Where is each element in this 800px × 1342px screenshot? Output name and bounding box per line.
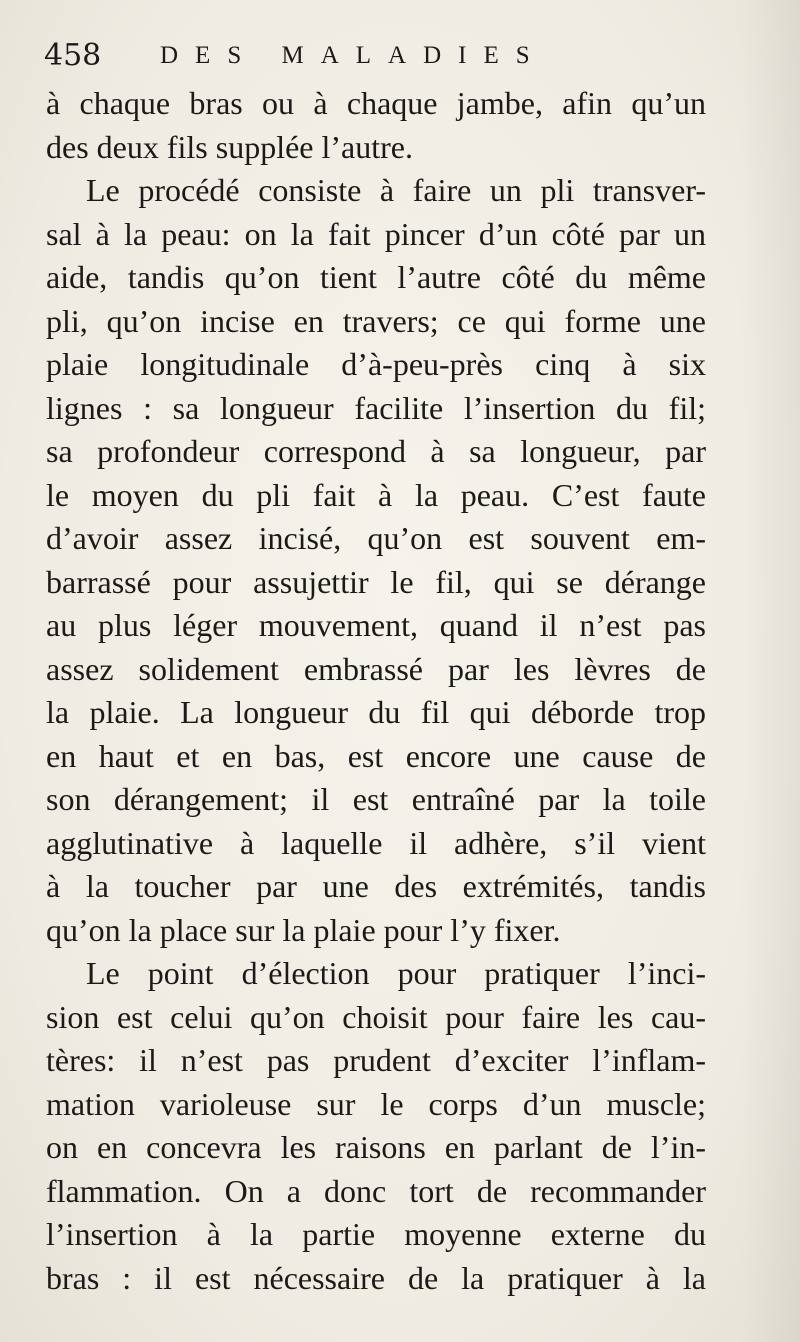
text-line: l’insertion à la partie moyenne externe du bbox=[46, 1216, 706, 1252]
text-line: des deux fils supplée l’autre. bbox=[46, 128, 413, 165]
page-header bbox=[44, 38, 764, 88]
text-line: qu’on la place sur la plaie pour l’y fixer. bbox=[46, 911, 561, 948]
text-line: barrassé pour assujettir le fil, qui se dérange bbox=[46, 563, 706, 600]
text-line: en haut et en bas, est encore une cause de bbox=[46, 737, 706, 774]
text-line: d’avoir assez incisé, qu’on est souvent em- bbox=[46, 520, 706, 556]
text-line: mation varioleuse sur le corps d’un muscle; bbox=[46, 1085, 706, 1122]
text-line: aide, tandis qu’on tient l’autre côté du même bbox=[46, 259, 706, 295]
text-line: sion est celui qu’on choisit pour faire les cau- bbox=[46, 998, 706, 1035]
text-line: le moyen du pli fait à la peau. C’est faute bbox=[46, 476, 706, 513]
text-line: sal à la peau: on la fait pincer d’un côté par un bbox=[46, 215, 706, 252]
text-line: son dérangement; il est entraîné par la toile bbox=[46, 781, 706, 817]
text-line: la plaie. La longueur du fil qui déborde trop bbox=[46, 694, 706, 730]
running-head: DES MALADIES bbox=[160, 42, 547, 69]
text-line: Le point d’élection pour pratiquer l’inci- bbox=[86, 955, 706, 991]
text-line: à chaque bras ou à chaque jambe, afin qu’un bbox=[46, 85, 706, 121]
text-line: flammation. On a donc tort de recommander bbox=[46, 1172, 706, 1209]
body-text bbox=[46, 82, 706, 1300]
page-number: 458 bbox=[44, 38, 102, 73]
text-line: agglutinative à laquelle il adhère, s’il vient bbox=[46, 824, 706, 861]
text-line: lignes : sa longueur facilite l’insertion du fil; bbox=[46, 389, 706, 426]
text-line: au plus léger mouvement, quand il n’est pas bbox=[46, 607, 706, 643]
page-edge-shadow bbox=[740, 0, 800, 1342]
text-line: assez solidement embrassé par les lèvres de bbox=[46, 650, 706, 687]
text-line: sa profondeur correspond à sa longueur, par bbox=[46, 433, 706, 469]
text-line: Le procédé consiste à faire un pli transver- bbox=[86, 172, 706, 208]
text-line: bras : il est nécessaire de la pratiquer à la bbox=[46, 1259, 706, 1296]
text-line: à la toucher par une des extrémités, tandis bbox=[46, 868, 706, 904]
text-line: plaie longitudinale d’à-peu-près cinq à six bbox=[46, 346, 706, 382]
text-line: pli, qu’on incise en travers; ce qui forme une bbox=[46, 302, 706, 339]
text-line: tères: il n’est pas prudent d’exciter l’inflam- bbox=[46, 1042, 706, 1078]
text-line: on en concevra les raisons en parlant de l’in- bbox=[46, 1129, 706, 1165]
